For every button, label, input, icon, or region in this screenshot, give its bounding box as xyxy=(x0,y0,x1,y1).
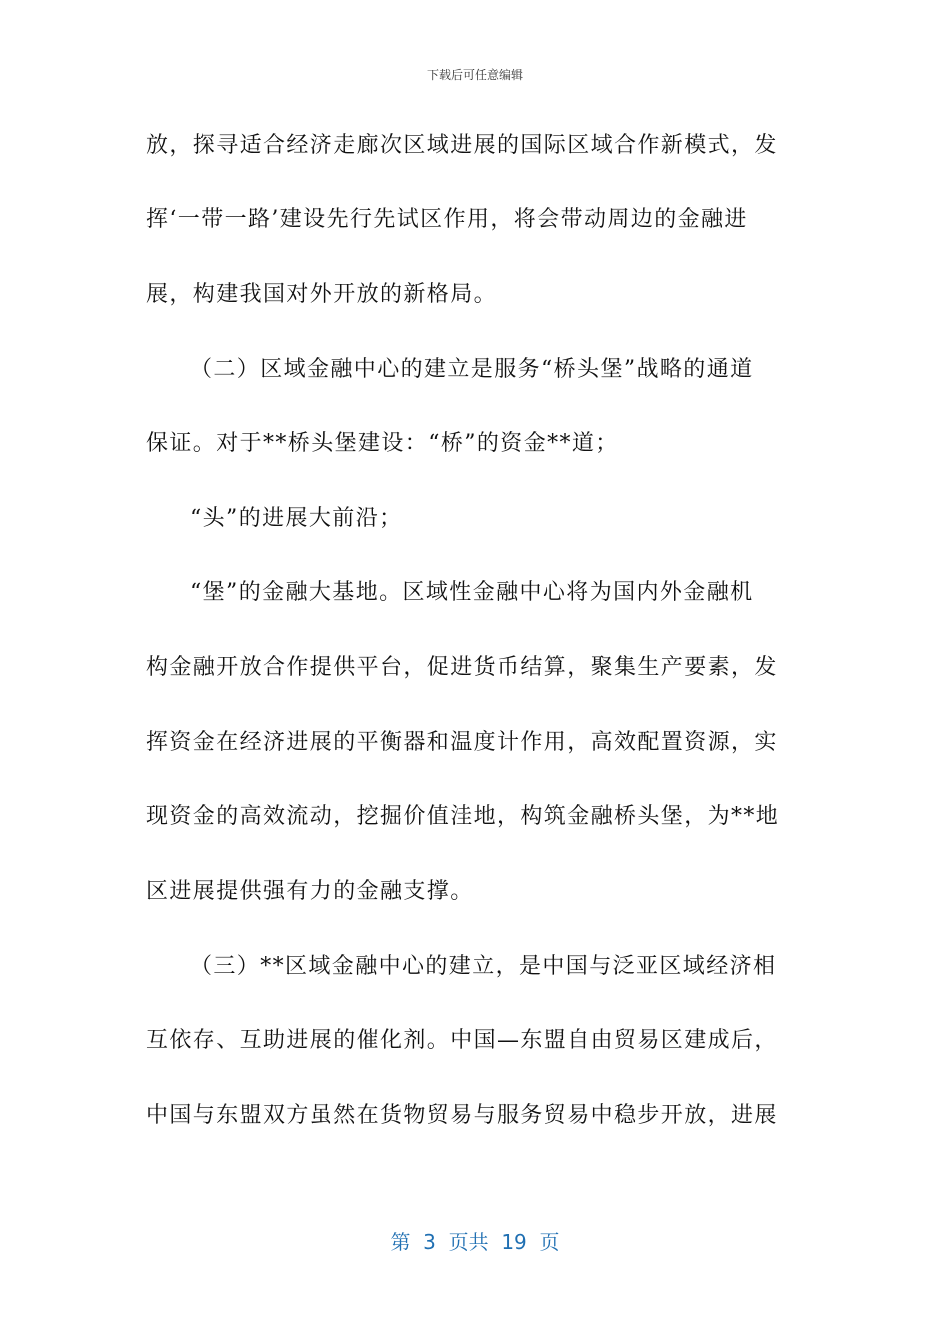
paragraph-heading-3: （三）**区域金融中心的建立，是中国与泛亚区域经济相 xyxy=(190,954,777,979)
page-number-footer: 第 3 页共 19 页 xyxy=(390,1230,560,1254)
body-text-line: 挥资金在经济进展的平衡器和温度计作用，高效配置资源，实 xyxy=(146,730,778,755)
body-text-line: 保证。对于**桥头堡建设：“桥”的资金**道； xyxy=(146,431,619,456)
body-text-line: 互依存、互助进展的催化剂。中国—东盟自由贸易区建成后， xyxy=(146,1028,778,1053)
paragraph-heading-2: （二）区域金融中心的建立是服务“桥头堡”战略的通道 xyxy=(190,357,754,382)
body-text-line: 放，探寻适合经济走廊次区域进展的国际区域合作新模式，发 xyxy=(146,133,778,158)
body-text-line: 展，构建我国对外开放的新格局。 xyxy=(146,282,498,307)
body-text-line: 挥‘一带一路’建设先行先试区作用，将会带动周边的金融进 xyxy=(146,207,748,232)
body-text-line: 中国与东盟双方虽然在货物贸易与服务贸易中稳步开放，进展 xyxy=(146,1103,778,1128)
body-text-line: “堡”的金融大基地。区域性金融中心将为国内外金融机 xyxy=(190,580,754,605)
body-text-line: 现资金的高效流动，挖掘价值洼地，构筑金融桥头堡，为**地 xyxy=(146,804,780,829)
body-text-line: 构金融开放合作提供平台，促进货币结算，聚集生产要素，发 xyxy=(146,655,778,680)
page-header-note: 下载后可任意编辑 xyxy=(426,68,523,82)
body-text-line: “头”的进展大前沿； xyxy=(190,506,403,531)
body-text-line: 区进展提供强有力的金融支撑。 xyxy=(146,879,474,904)
